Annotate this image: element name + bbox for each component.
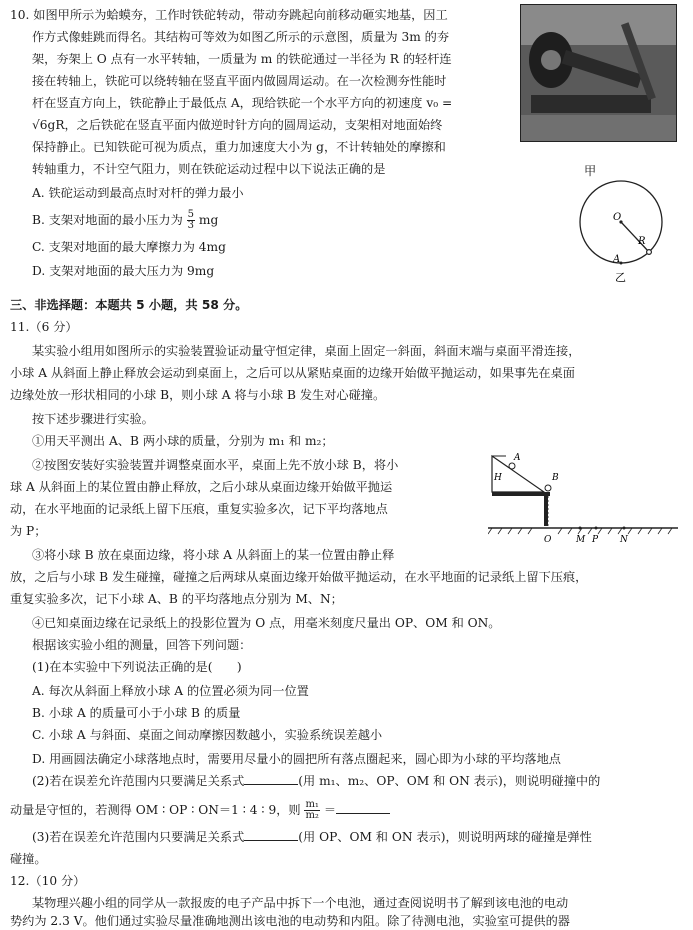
q10-line-5: 杆在竖直方向上，铁砣静止于最低点 A，现给铁砣一个水平方向的初速度 v₀ =: [32, 96, 453, 110]
q11-line-5: ①用天平测出 A、B 两小球的质量，分别为 m₁ 和 m₂；: [32, 434, 334, 448]
answer-blank-2[interactable]: [336, 801, 390, 814]
hammer-mass: [647, 250, 652, 255]
q10-line-4: 接在转轴上，铁砣可以绕转轴在竖直平面内做圆周运动。在一次检测夯性能时: [32, 74, 447, 88]
q11-sub3-line-2: 碰撞。: [10, 852, 47, 866]
q11-line-14: 根据该实验小组的测量，回答下列问题：: [32, 638, 252, 652]
label-h: H: [494, 473, 502, 483]
q11-sub2-text-a: (2)若在误差允许范围内只要满足关系式: [32, 774, 245, 788]
q11-line-15: (1)在本实验中下列说法正确的是( ): [32, 660, 242, 674]
fraction-denominator: m₂: [305, 810, 319, 821]
mass-ratio-fraction: [304, 800, 320, 821]
q11-sub2-line-2: [10, 800, 390, 821]
q12-line-1: 某物理兴趣小组的同学从一款报废的电子产品中拆下一个电池，通过查阅说明书了解到该电池的电动: [32, 896, 569, 910]
q10-line-7: 保持静止。已知铁砣可视为质点，重力加速度大小为 g，不计转轴处的摩擦和: [32, 140, 446, 154]
collision-apparatus-diagram: [488, 452, 678, 542]
q12-line-2: 势约为 2.3 V。他们通过实验尽量准确地测出该电池的电动势和内阻。除了待测电池，实验室可提供的器: [10, 914, 570, 928]
frog-rammer-photo: [520, 4, 677, 142]
q11-option-b: B. 小球 A 的质量可小于小球 B 的质量: [32, 706, 241, 720]
q11-line-12: 重复实验多次，记下小球 A、B 的平均落地点分别为 M、N；: [10, 592, 343, 606]
label-p: P: [592, 535, 599, 542]
q10-option-b: [32, 210, 218, 231]
q11-line-1: 某实验小组用如图所示的实验装置验证动量守恒定律，桌面上固定一斜面，斜面末端与桌面平滑连接，: [32, 344, 581, 358]
q10-line-2: 作方式像蛙跳而得名。其结构可等效为如图乙所示的示意图，质量为 3m 的夯: [32, 30, 450, 44]
q11-line-9: 为 P；: [10, 524, 47, 538]
q10-option-b-unit: mg: [198, 213, 219, 227]
q11-line-8: 动，在水平地面的记录纸上留下压痕，重复实验多次，记下平均落地点: [10, 502, 388, 516]
fraction-numerator: 5: [187, 209, 195, 220]
q10-line-1: 10. 如图甲所示为蛤蟆夯，工作时铁砣转动，带动夯跳起向前移动砸实地基，因工: [10, 8, 448, 22]
q11-sub2-text-b: (用 m₁、m₂、OP、OM 和 ON 表示)，则说明碰撞中的: [298, 774, 601, 788]
q11-sub2-line-1: [32, 772, 600, 790]
q10-option-b-text: B. 支架对地面的最小压力为: [32, 213, 183, 227]
q11-sub2-text-c: 动量是守恒的，若测得 OM ∶ OP ∶ ON＝1 ∶ 4 ∶ 9，则: [10, 803, 301, 817]
landing-n: [623, 527, 626, 530]
q11-option-c: C. 小球 A 与斜面、桌面之间动摩擦因数越小，实验系统误差越小: [32, 728, 383, 742]
q10-line-8: 转轴重力，不计空气阻力，则在铁砣运动过程中以下说法正确的是: [32, 162, 386, 176]
q11-head: 11.（6 分）: [10, 320, 78, 334]
q11-line-10: ③将小球 B 放在桌面边缘，将小球 A 从斜面上的某一位置由静止释: [32, 548, 395, 562]
q11-line-11: 放，之后与小球 B 发生碰撞，碰撞之后两球从桌面边缘开始做平抛运动，在水平地面的记录纸上留下压痕，: [10, 570, 588, 584]
q10-option-b-fraction: [187, 210, 195, 231]
landing-p: [595, 527, 598, 530]
label-o: O: [544, 535, 552, 542]
table-top: [492, 492, 550, 496]
q11-option-a: A. 每次从斜面上释放小球 A 的位置必须为同一位置: [32, 684, 309, 698]
label-o: O: [613, 212, 622, 223]
q11-sub3-text-b: (用 OP、OM 和 ON 表示)，则说明两球的碰撞是弹性: [298, 830, 592, 844]
label-a: A: [514, 453, 521, 463]
q11-line-6: ②按图安装好实验装置并调整桌面水平，桌面上先不放小球 B，将小: [32, 458, 399, 472]
q11-sub3-line-1: [32, 828, 592, 846]
fraction-numerator: m₁: [305, 799, 319, 810]
label-a: A: [613, 254, 621, 265]
q12-head: 12.（10 分）: [10, 874, 86, 888]
figure-jia-caption: 甲: [584, 164, 597, 178]
q11-line-3: 边缘处放一形状相同的小球 B，则小球 A 将与小球 B 发生对心碰撞。: [10, 388, 386, 402]
label-m: M: [576, 535, 586, 542]
label-b: B: [552, 473, 559, 483]
fraction-denominator: 3: [187, 220, 195, 231]
q11-line-2: 小球 A 从斜面上静止释放会运动到桌面上，之后可以从紧贴桌面的边缘开始做平抛运动，如果事先在桌面: [10, 366, 575, 380]
figure-yi-caption: 乙: [615, 271, 626, 283]
ball-b: [545, 485, 551, 491]
q11-line-13: ④已知桌面边缘在记录纸上的投影位置为 O 点，用毫米刻度尺量出 OP、OM 和 ON。: [32, 616, 501, 630]
q10-option-d: D. 支架对地面的最大压力为 9mg: [32, 264, 215, 278]
ball-a: [509, 463, 515, 469]
landing-m: [579, 527, 582, 530]
q11-sub3-text-a: (3)若在误差允许范围内只要满足关系式: [32, 830, 245, 844]
label-n: N: [620, 535, 628, 542]
answer-blank-1[interactable]: [244, 772, 298, 785]
q11-option-d: D. 用画圆法确定小球落地点时，需要用尽量小的圆把所有落点圈起来，圆心即为小球的平均落地点: [32, 752, 561, 766]
section-3-heading: 三、非选择题：本题共 5 小题，共 58 分。: [10, 298, 248, 312]
q11-line-7: 球 A 从斜面上的某位置由静止释放，之后小球从桌面边缘开始做平抛运: [10, 480, 393, 494]
frog-rammer-photo-drawing: [521, 5, 676, 141]
q10-line-3: 架，夯架上 O 点有一水平转轴，一质量为 m 的铁砣通过一半径为 R 的轻杆连: [32, 52, 452, 66]
table-leg: [544, 496, 548, 526]
q10-line-6: √6gR，之后铁砣在竖直平面内做逆时针方向的圆周运动，支架相对地面始终: [32, 118, 443, 132]
q10-option-a: A. 铁砣运动到最高点时对杆的弹力最小: [32, 186, 244, 200]
circle-diagram: [575, 178, 675, 283]
answer-blank-3[interactable]: [244, 828, 298, 841]
equals-sign: ＝: [323, 803, 337, 817]
q11-line-4: 按下述步骤进行实验。: [32, 412, 154, 426]
label-r: R: [638, 236, 646, 247]
q10-option-c: C. 支架对地面的最大摩擦力为 4mg: [32, 240, 226, 254]
